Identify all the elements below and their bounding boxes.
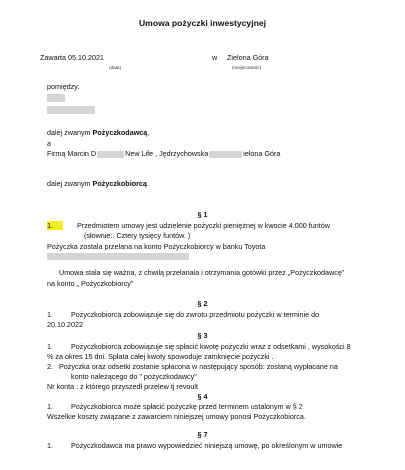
s7-p1-number: 1. [47,441,53,450]
lender-role-prefix: dalej zwanym [47,128,91,137]
lender-role: Pożyczkodawcą [92,128,148,137]
date-caption: (data) [109,65,122,70]
borrower-part-3: ielona Góra [243,149,281,158]
validity-line-1: Umowa stala się ważna, z chwilą przelanaia i otrzymania gotówki przez „Pożyczkodawcę” [59,268,345,277]
concluded-date: Zawarta 05.10.2021 [40,53,104,62]
and-label: a [47,139,51,148]
s4-p2-text: Wszelkie koszty związane z zawarciem niniejszej umowy ponosi Pożyczkobiorca. [47,412,306,421]
place-name: Zielona Góra [227,53,269,62]
s3-p2-line-2: konto należącego do " pożyczkodawcy" [71,372,197,381]
s1-p2-text: Pożyczka zostala przelana na konto Pożyczkobiorcy w banku Toyota [47,242,266,251]
s4-p1-number: 1. [47,402,53,411]
redacted-block [97,151,124,158]
section-1-heading: § 1 [197,210,208,219]
place-prefix: w [212,53,218,62]
borrower-part-2: New Life , Jędrzychowska [125,149,209,158]
s4-p1-text: Pożyczkobiorca może spłacić pożyczkę przed terminem ustalonym w § 2 [71,402,303,411]
s3-p2-line-1: Pożyczka oraz odsetki zostanie spłacona w następujący sposób: zostaną wypłacane na [59,362,338,371]
redacted-block [209,151,242,158]
between-label: pomiędzy: [47,82,80,91]
s2-p1-line-2: 20.10.2022 [47,320,83,329]
borrower-line [47,149,280,158]
s3-p1-line-1: Pożyczkobiorca zobowiązuje się spłacić kwotę pożyczki wraz z odsetkami , wysokości 8 [71,342,351,351]
document-title: Umowa pożyczki inwestycyjnej [138,18,267,28]
borrower-role: Pożyczkobiorcą [92,179,147,188]
s2-p1-number: 1. [47,310,53,319]
s1-p1-text: Przedmiotem umowy jest udzielenie pożyczki pieniężnej w kwocie 4.000 funtów [77,221,330,230]
validity-line-2: na konto „ Pożyczkobiorcy” [47,279,134,288]
lender-role-line: dalej zwanym Pożyczkodawcą, [47,128,150,137]
redacted-block [47,253,189,260]
section-7-heading: § 7 [197,430,208,439]
redacted-block [47,94,65,102]
s3-p3-text: Nr konta : z którego przyszedł przelew tj revoult [47,382,198,391]
redacted-block [47,106,95,114]
s2-p1-line-1: Pożyczkobiorca zobowiązuje się do zwrotu przedmiotu pożyczki w terminie do [71,310,320,319]
s7-p1-text: Pożyczkodawca ma prawo wypowiedzieć niniejszą umowę, po określonym w umowie [71,441,343,450]
s3-p1-line-2: % za okres 15 dni. Spłata całej kwoty spowoduje zamknięcie pożyczki . [47,352,274,361]
s3-p2-number: 2. [47,362,53,371]
borrower-role-prefix: dalej zwanym [47,179,91,188]
section-3-heading: § 3 [197,331,208,340]
s1-p1-words: (słownie:. Cztery tysięcy funtów. ) [84,231,191,240]
borrower-part-1: Firmą Marcin D [47,149,97,158]
s3-p1-number: 1. [47,342,53,351]
borrower-role-line: dalej zwanym Pożyczkobiorcą. [47,179,149,188]
section-4-heading: § 4 [197,392,208,401]
s1-p1-number: 1. [47,221,63,230]
place-caption: (miejscowość) [232,65,262,70]
section-2-heading: § 2 [197,299,208,308]
